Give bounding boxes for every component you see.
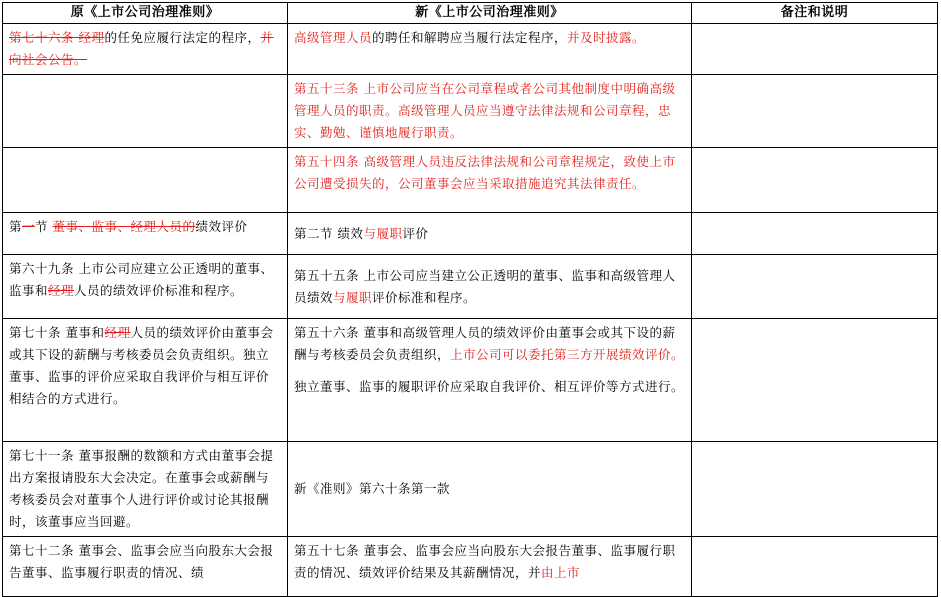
added-text: 与履职 xyxy=(363,225,403,241)
deleted-text: 并向社会公告。 xyxy=(9,30,274,67)
text: 评价 xyxy=(402,225,429,241)
notes-cell xyxy=(692,537,938,597)
table-row xyxy=(3,319,938,442)
old-cell xyxy=(3,442,288,537)
notes-cell xyxy=(692,75,938,148)
table-row xyxy=(3,442,938,537)
old-cell xyxy=(3,537,288,597)
added-text: 并及时披露。 xyxy=(567,30,646,45)
new-cell xyxy=(288,148,692,213)
added-text: 与履职 xyxy=(333,289,373,305)
notes-cell xyxy=(692,319,938,442)
new-cell xyxy=(288,75,692,148)
text: 的任免应履行法定的程序， xyxy=(104,30,261,45)
text: 第五十五条 上市公司应当建立公正透明的董事、监事和高级管理人员绩效 xyxy=(294,267,676,305)
text: 新《准则》第六十条第一款 xyxy=(294,481,451,496)
notes-cell xyxy=(692,148,938,213)
text: 第七十条 董事和 xyxy=(9,325,105,340)
table-row xyxy=(3,537,938,597)
new-cell xyxy=(288,255,692,319)
added-text: 第五十三条 上市公司应当在公司章程或者公司其他制度中明确高级管理人员的职责。高级管理人员应当遵守法律法规和公司章程，忠实、勤勉、谨慎地履行职责。 xyxy=(294,81,676,140)
text: 人员的绩效评价由董事会或其下设的薪酬与考核委员会负责组织。独立董事、监事的评价应采取自我评价与相互评价相结合的方式进行。 xyxy=(9,325,274,406)
notes-cell xyxy=(692,255,938,319)
deleted-text: 经理 xyxy=(104,325,131,340)
deleted-text: 第七十六条 经理 xyxy=(9,30,105,45)
header-old: 原《上市公司治理准则》 xyxy=(3,3,288,24)
deleted-text: 董事、监事、经理人员的 xyxy=(52,219,196,234)
text: 评价标准和程序。 xyxy=(372,289,477,305)
old-cell xyxy=(3,255,288,319)
table-row xyxy=(3,75,938,148)
new-cell xyxy=(288,537,692,597)
table-row xyxy=(3,24,938,75)
paragraph: 独立董事、监事的履职评价应采取自我评价、相互评价等方式进行。 xyxy=(294,379,685,394)
header-new: 新《上市公司治理准则》 xyxy=(288,3,692,24)
text: 第二节 绩效 xyxy=(294,225,364,241)
new-cell xyxy=(288,442,692,537)
header-row xyxy=(3,3,938,24)
deleted-text: 一 xyxy=(22,219,36,234)
new-cell xyxy=(288,319,692,442)
notes-cell xyxy=(692,213,938,255)
added-text: 第五十四条 高级管理人员违反法律法规和公司章程规定，致使上市公司遭受损失的，公司董事会应当采取措施追究其法律责任。 xyxy=(294,154,676,191)
notes-cell xyxy=(692,24,938,75)
added-text: 高级管理人员 xyxy=(294,30,373,45)
added-text: 上市公司可以委托第三方开展绩效评价。 xyxy=(450,347,685,362)
old-cell xyxy=(3,148,288,213)
old-cell xyxy=(3,213,288,255)
old-cell xyxy=(3,319,288,442)
notes-cell xyxy=(692,442,938,537)
header-notes: 备注和说明 xyxy=(692,3,938,24)
text: 第六十九条 上市公司应建立公正透明的董事、监事和 xyxy=(9,261,274,298)
old-cell xyxy=(3,75,288,148)
text: 第七十一条 董事报酬的数额和方式由董事会提出方案报请股东大会决定。在董事会或薪酬与考核委员会对董事个人进行评价或讨论其报酬时，该董事应当回避。 xyxy=(9,448,274,529)
text: 第五十七条 董事会、监事会应当向股东大会报告董事、监事履行职责的情况、绩效评价结果及其薪酬情况，并 xyxy=(294,543,676,580)
comparison-table xyxy=(2,2,938,597)
deleted-text: 经理 xyxy=(48,283,75,298)
old-cell xyxy=(3,24,288,75)
table-row xyxy=(3,255,938,319)
text: 绩效评价 xyxy=(195,219,248,234)
new-cell xyxy=(288,24,692,75)
table-row xyxy=(3,213,938,255)
text: 的聘任和解聘应当履行法定程序， xyxy=(372,30,568,45)
added-text: 由上市 xyxy=(541,565,581,580)
table-row xyxy=(3,148,938,213)
text: 节 xyxy=(35,219,53,234)
text: 人员的绩效评价标准和程序。 xyxy=(74,283,244,298)
text: 第五十六条 董事和高级管理人员的绩效评价由董事会或其下设的薪酬与考核委员会负责组织， xyxy=(294,325,676,362)
text: 第七十二条 董事会、监事会应当向股东大会报告董事、监事履行职责的情况、绩 xyxy=(9,543,274,580)
text: 第 xyxy=(9,219,23,234)
new-cell xyxy=(288,213,692,255)
